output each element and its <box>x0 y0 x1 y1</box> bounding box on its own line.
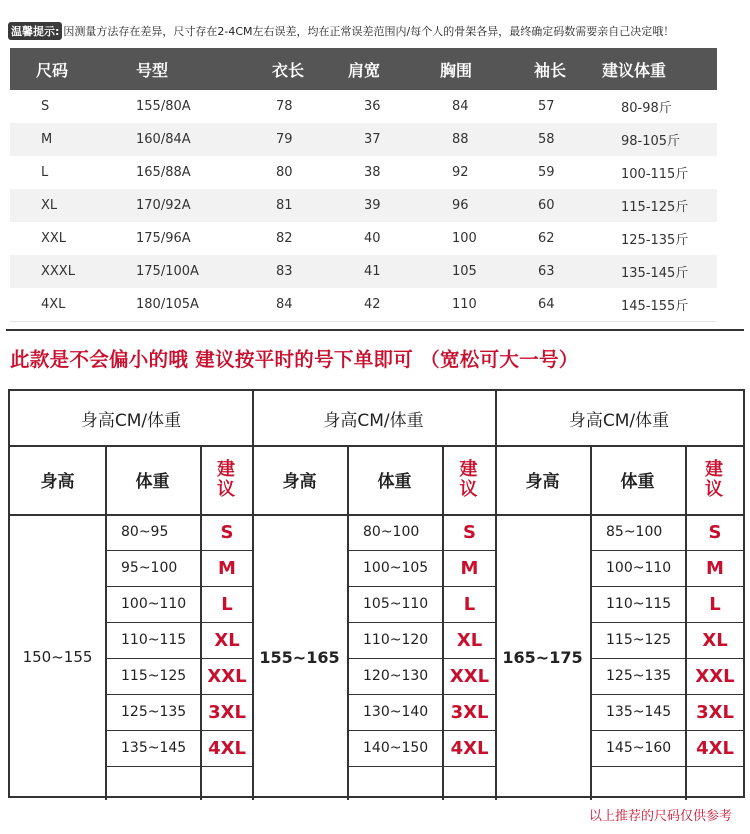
suggested-size: 3XL <box>450 701 489 723</box>
cell-shoulder: 42 <box>364 297 381 312</box>
weight-range: 85~100 <box>606 524 663 540</box>
headline: 此款是不会偏小的哦 建议按平时的号下单即可 （宽松可大一号） <box>10 348 579 371</box>
cell-model: 175/100A <box>136 264 199 279</box>
suggested-size: XL <box>214 629 240 651</box>
cell-size: 4XL <box>41 297 66 312</box>
weight-range: 110~115 <box>606 596 672 612</box>
cell-weight: 100-115斤 <box>621 167 689 182</box>
weight-range: 80~95 <box>121 524 169 540</box>
weight-range: 110~115 <box>121 632 187 648</box>
col-header-height: 身高 <box>282 472 317 492</box>
cell-size: XL <box>41 198 58 213</box>
cell-model: 175/96A <box>136 231 191 246</box>
height-range: 165~175 <box>502 647 583 667</box>
weight-range: 125~135 <box>121 704 187 720</box>
table-row <box>10 156 717 189</box>
suggested-size: M <box>706 557 724 579</box>
cell-weight: 135-145斤 <box>621 266 689 281</box>
size-chart-header <box>10 48 717 90</box>
weight-range: 145~160 <box>606 740 672 756</box>
cell-length: 84 <box>276 297 293 312</box>
weight-range: 135~145 <box>121 740 187 756</box>
cell-shoulder: 36 <box>364 99 381 114</box>
col-header-height: 身高 <box>40 472 75 492</box>
cell-chest: 92 <box>452 165 469 180</box>
cell-sleeve: 59 <box>538 165 555 180</box>
cell-sleeve: 58 <box>538 132 555 147</box>
size-chart <box>10 48 717 322</box>
cell-sleeve: 60 <box>538 198 555 213</box>
suggested-size: L <box>463 593 476 615</box>
col-header-suggest: 建 议 <box>705 458 723 500</box>
cell-chest: 105 <box>452 264 477 279</box>
cell-length: 79 <box>276 132 293 147</box>
table-row <box>10 222 717 255</box>
col-header-weight: 体重 <box>135 472 170 492</box>
col-header-suggest: 建 议 <box>459 458 478 500</box>
cell-length: 81 <box>276 198 293 213</box>
weight-range: 120~130 <box>363 668 429 684</box>
weight-range: 125~135 <box>606 668 672 684</box>
table-row <box>10 90 717 123</box>
cell-model: 160/84A <box>136 132 191 147</box>
cell-size: XXL <box>41 231 67 246</box>
panel-title: 身高CM/体重 <box>568 410 670 431</box>
weight-range: 105~110 <box>363 596 429 612</box>
suggested-size: 4XL <box>208 737 246 759</box>
weight-range: 95~100 <box>121 560 178 576</box>
cell-model: 155/80A <box>136 99 191 114</box>
cell-model: 180/105A <box>136 297 199 312</box>
cell-sleeve: 63 <box>538 264 555 279</box>
cell-weight: 98-105斤 <box>621 134 681 149</box>
cell-chest: 84 <box>452 99 469 114</box>
header-shoulder: 肩宽 <box>348 60 381 80</box>
header-model: 号型 <box>136 60 169 80</box>
col-header-weight: 体重 <box>377 472 412 492</box>
cell-sleeve: 64 <box>538 297 555 312</box>
panel-title: 身高CM/体重 <box>80 410 182 431</box>
table-row <box>10 288 717 322</box>
suggested-size: XL <box>702 629 728 651</box>
notice-bar <box>8 22 674 40</box>
suggested-size: S <box>220 521 234 543</box>
weight-range: 100~105 <box>363 560 429 576</box>
cell-weight: 115-125斤 <box>621 200 689 215</box>
cell-sleeve: 57 <box>538 99 555 114</box>
header-sleeve: 袖长 <box>534 60 567 80</box>
cell-chest: 96 <box>452 198 469 213</box>
weight-range: 130~140 <box>363 704 429 720</box>
suggested-size: M <box>460 557 479 579</box>
grid-line <box>590 766 743 767</box>
cell-length: 82 <box>276 231 293 246</box>
footer-note: 以上推荐的尺码仅供参考 <box>588 809 732 824</box>
cell-weight: 80-98斤 <box>621 101 672 116</box>
cell-shoulder: 40 <box>364 231 381 246</box>
weight-range: 100~110 <box>121 596 187 612</box>
suggested-size: 3XL <box>208 701 246 723</box>
grid-line <box>347 766 495 767</box>
cell-chest: 100 <box>452 231 477 246</box>
weight-range: 110~120 <box>363 632 429 648</box>
cell-chest: 110 <box>452 297 477 312</box>
cell-weight: 125-135斤 <box>621 233 689 248</box>
suggested-size: L <box>221 593 233 615</box>
col-header-suggest: 建 议 <box>217 458 235 500</box>
table-row <box>10 255 717 288</box>
suggested-size: XXL <box>695 665 735 687</box>
suggested-size: XL <box>456 629 483 651</box>
table-row <box>10 123 717 156</box>
height-range: 150~155 <box>22 648 93 666</box>
weight-range: 135~145 <box>606 704 672 720</box>
header-size: 尺码 <box>36 60 69 80</box>
cell-shoulder: 38 <box>364 165 381 180</box>
cell-length: 83 <box>276 264 293 279</box>
weight-range: 115~125 <box>606 632 672 648</box>
weight-range: 115~125 <box>121 668 187 684</box>
cell-weight: 145-155斤 <box>621 299 689 314</box>
cell-shoulder: 37 <box>364 132 381 147</box>
header-weight: 建议体重 <box>602 60 667 80</box>
cell-size: L <box>41 165 49 180</box>
cell-size: M <box>41 132 53 147</box>
header-length: 衣长 <box>272 60 305 80</box>
suggested-size: L <box>709 593 721 615</box>
cell-model: 170/92A <box>136 198 191 213</box>
suggested-size: XXL <box>449 665 490 687</box>
col-header-height: 身高 <box>525 472 560 492</box>
suggested-size: S <box>463 521 476 543</box>
recommendation-table <box>8 389 745 798</box>
section-divider <box>6 329 744 331</box>
cell-size: XXXL <box>41 264 75 279</box>
cell-model: 165/88A <box>136 165 191 180</box>
notice-text: 因测量方法存在差异，尺寸存在2-4CM左右误差，均在正常误差范围内/每个人的骨架各异，最终确定码数需要亲自己决定哦！ <box>63 25 675 38</box>
cell-length: 80 <box>276 165 293 180</box>
cell-shoulder: 39 <box>364 198 381 213</box>
col-header-weight: 体重 <box>620 472 655 492</box>
suggested-size: 4XL <box>450 737 489 759</box>
suggested-size: 4XL <box>696 737 734 759</box>
grid-line <box>105 766 252 767</box>
panel-title: 身高CM/体重 <box>323 410 424 431</box>
cell-sleeve: 62 <box>538 231 555 246</box>
suggested-size: XXL <box>207 665 247 687</box>
suggested-size: 3XL <box>696 701 734 723</box>
suggested-size: M <box>218 557 236 579</box>
weight-range: 140~150 <box>363 740 429 756</box>
header-chest: 胸围 <box>440 60 473 80</box>
cell-length: 78 <box>276 99 293 114</box>
weight-range: 80~100 <box>363 524 420 540</box>
notice-tag: 温馨提示: <box>8 22 62 40</box>
cell-shoulder: 41 <box>364 264 381 279</box>
weight-range: 100~110 <box>606 560 672 576</box>
cell-size: S <box>41 99 50 114</box>
table-row <box>10 189 717 222</box>
cell-chest: 88 <box>452 132 469 147</box>
suggested-size: S <box>708 521 722 543</box>
height-range: 155~165 <box>259 647 340 667</box>
